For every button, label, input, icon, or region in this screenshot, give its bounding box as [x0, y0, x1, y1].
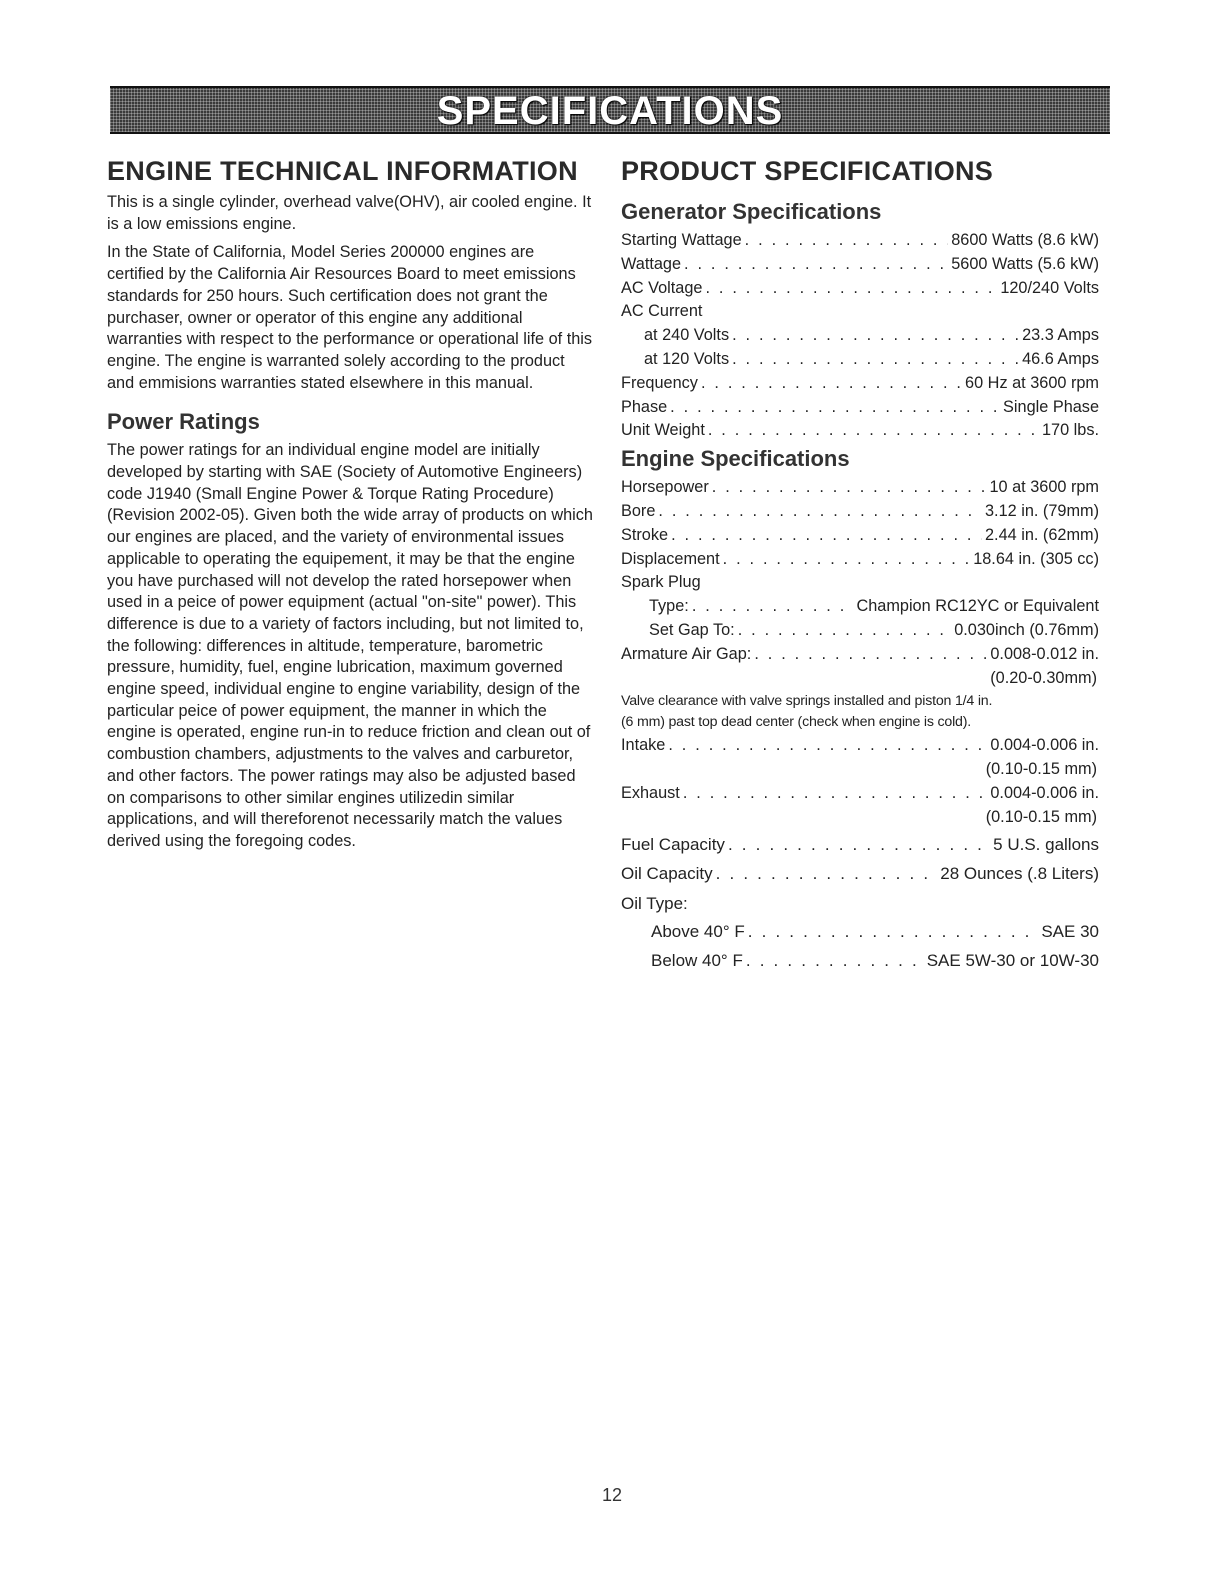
spec-label: Oil Capacity — [621, 864, 713, 884]
dot-leader — [732, 324, 1019, 348]
spec-row-bore — [621, 500, 1099, 524]
spec-row-exhaust — [621, 782, 1099, 806]
spec-row-spark-plug-type — [621, 595, 1099, 619]
spec-label: Fuel Capacity — [621, 834, 725, 854]
spec-row-at-120-volts — [621, 348, 1099, 372]
spec-value: 0.030inch (0.76mm) — [954, 620, 1099, 639]
spec-value: SAE 5W-30 or 10W-30 — [926, 950, 1099, 970]
spec-value: 120/240 Volts — [1000, 278, 1099, 297]
dot-leader — [671, 524, 982, 548]
spec-label: Intake — [621, 736, 666, 755]
spec-label: at 120 Volts — [644, 349, 730, 368]
spec-label: Armature Air Gap: — [621, 644, 752, 663]
spec-value: 2.44 in. (62mm) — [984, 525, 1099, 544]
dot-leader — [712, 476, 987, 500]
spec-value: 8600 Watts (8.6 kW) — [951, 231, 1099, 249]
spec-row-displacement — [621, 548, 1099, 572]
valve-clearance-note — [621, 691, 1099, 733]
spec-row-ac-voltage — [621, 277, 1099, 301]
dot-leader — [745, 229, 949, 253]
spec-value: 170 lbs. — [1041, 421, 1099, 440]
dot-leader — [668, 734, 987, 758]
spec-label: Unit Weight — [621, 421, 705, 440]
generator-specs-heading: Generator Specifications — [621, 199, 882, 224]
spec-label: Above 40° F — [651, 922, 745, 942]
dot-leader — [692, 595, 854, 619]
spec-value: 5 U.S. gallons — [993, 834, 1099, 854]
engine-technical-information-column — [107, 154, 595, 853]
power-ratings-heading: Power Ratings — [107, 409, 260, 435]
dot-leader — [732, 348, 1019, 372]
valve-note-line-1: Valve clearance with valve springs installed and piston 1/4 in. — [621, 693, 993, 710]
spec-value: 23.3 Amps — [1022, 326, 1099, 345]
dot-leader — [684, 253, 948, 277]
spec-label: Wattage — [621, 254, 682, 273]
banner-title: SPECIFICATIONS — [436, 89, 784, 133]
spec-row-unit-weight — [621, 419, 1099, 443]
spec-label: at 240 Volts — [644, 326, 730, 345]
spec-label: Bore — [621, 501, 656, 520]
spec-label: Stroke — [621, 525, 669, 544]
spec-label: Below 40° F — [651, 950, 743, 970]
spec-value-intake-metric: (0.10-0.15 mm) — [985, 760, 1097, 779]
spec-label: Displacement — [621, 549, 720, 568]
spec-value: Single Phase — [1003, 397, 1099, 416]
spec-value: 3.12 in. (79mm) — [984, 501, 1099, 520]
engine-info-paragraph-1: This is a single cylinder, overhead valve(OHV), air cooled engine. It is a low emissions engine. — [107, 193, 592, 233]
dot-leader — [670, 396, 1000, 420]
spec-label: Frequency — [621, 373, 698, 392]
spec-row-phase — [621, 396, 1099, 420]
spec-label: AC Voltage — [621, 278, 703, 297]
spec-row-starting-wattage — [621, 229, 1099, 253]
spec-row-wattage — [621, 253, 1099, 277]
dot-leader — [728, 830, 990, 860]
page-number: 12 — [601, 1485, 623, 1505]
dot-leader — [705, 277, 997, 301]
dot-leader — [754, 643, 987, 667]
product-specs-heading: PRODUCT SPECIFICATIONS — [621, 156, 994, 186]
spec-row-fuel-capacity — [621, 830, 1099, 860]
spec-row-above-40f — [621, 918, 1099, 947]
dot-leader — [716, 859, 938, 889]
spec-value: SAE 30 — [1041, 922, 1099, 942]
spec-value: 5600 Watts (5.6 kW) — [951, 254, 1099, 273]
dot-leader — [723, 548, 971, 572]
spec-value-exhaust-metric: (0.10-0.15 mm) — [985, 807, 1097, 826]
spec-label: Set Gap To: — [649, 620, 735, 639]
spec-label-ac-current: AC Current — [621, 302, 703, 321]
spec-label: Phase — [621, 397, 668, 416]
valve-note-line-2: (6 mm) past top dead center (check when engine is cold). — [621, 714, 971, 731]
spec-label: Horsepower — [621, 478, 709, 497]
spec-row-frequency — [621, 372, 1099, 396]
spec-value-armature-metric: (0.20-0.30mm) — [990, 668, 1097, 687]
dot-leader — [701, 372, 962, 396]
engine-specs-heading: Engine Specifications — [621, 446, 850, 472]
spec-value: 10 at 3600 rpm — [989, 478, 1099, 497]
power-ratings-paragraph: The power ratings for an individual engine model are initially developed by starting with SAE (Society of Automotive Engineers) code J1940 (Small Engine Power & Torque Rating Procedure) (Revision 2002-05). Given both the wide array of products on which our engines are placed, and the variety of environmental issues applicable to operating the equipement, it may be that the engine you have purchased will not develop the rated horsepower when used in a peice of power equipment (actual "on-site" power). This difference is due to a variety of factors including, but not limited to, the following: differences in altitude, temperature, barometric pressure, humidity, fuel, engine lubrication, maximum governed engine speed, individual engine to engine variability, design of the particular peice of power equipment, the manner in which the engine is operated, engine run-in to reduce friction and clean out of combustion chambers, adjustments to the valves and carburetor, and other factors. The power ratings may also be adjusted based on comparisons to other similar engines utilizedin similar applications, and will thereforenot necessarily match the values derived using the foregoing codes. — [107, 441, 593, 850]
spec-value: 60 Hz at 3600 rpm — [965, 373, 1099, 392]
spec-value: Champion RC12YC or Equivalent — [856, 597, 1099, 616]
spec-label-oil-type: Oil Type: — [621, 893, 688, 913]
spec-value: 0.008-0.012 in. — [990, 644, 1099, 663]
dot-leader — [708, 419, 1039, 443]
spec-label: Exhaust — [621, 783, 680, 802]
spec-label: Starting Wattage — [621, 231, 742, 249]
dot-leader — [658, 500, 982, 524]
spec-row-stroke — [621, 524, 1099, 548]
engine-info-heading: ENGINE TECHNICAL INFORMATION — [107, 156, 578, 186]
spec-row-armature-air-gap — [621, 643, 1099, 667]
spec-row-set-gap — [621, 619, 1099, 643]
spec-value: 18.64 in. (305 cc) — [973, 549, 1099, 568]
specifications-banner — [110, 86, 1110, 134]
spec-row-at-240-volts — [621, 324, 1099, 348]
dot-leader — [746, 947, 924, 976]
spec-row-oil-capacity — [621, 859, 1099, 889]
spec-value: 46.6 Amps — [1022, 349, 1099, 368]
dot-leader — [683, 782, 988, 806]
spec-value: 0.004-0.006 in. — [990, 783, 1099, 802]
spec-row-below-40f — [621, 947, 1099, 976]
engine-info-paragraph-2: In the State of California, Model Series 200000 engines are certified by the California Air Resources Board to meet emissions standards for 250 hours. Such certification does not grant the purchaser, owner or operator of this engine any additional warranties with respect to the performance or operational life of this engine. The engine is warranted solely according to the product and emmisions warranties stated elsewhere in this manual. — [107, 243, 593, 392]
spec-row-horsepower — [621, 476, 1099, 500]
spec-value: 28 Ounces (.8 Liters) — [940, 864, 1099, 884]
dot-leader — [738, 619, 952, 643]
spec-label-spark-plug: Spark Plug — [621, 573, 701, 592]
product-specifications-column — [621, 154, 1099, 975]
spec-value: 0.004-0.006 in. — [990, 736, 1099, 755]
spec-row-intake — [621, 734, 1099, 758]
spec-label: Type: — [649, 597, 689, 616]
dot-leader — [748, 918, 1039, 947]
